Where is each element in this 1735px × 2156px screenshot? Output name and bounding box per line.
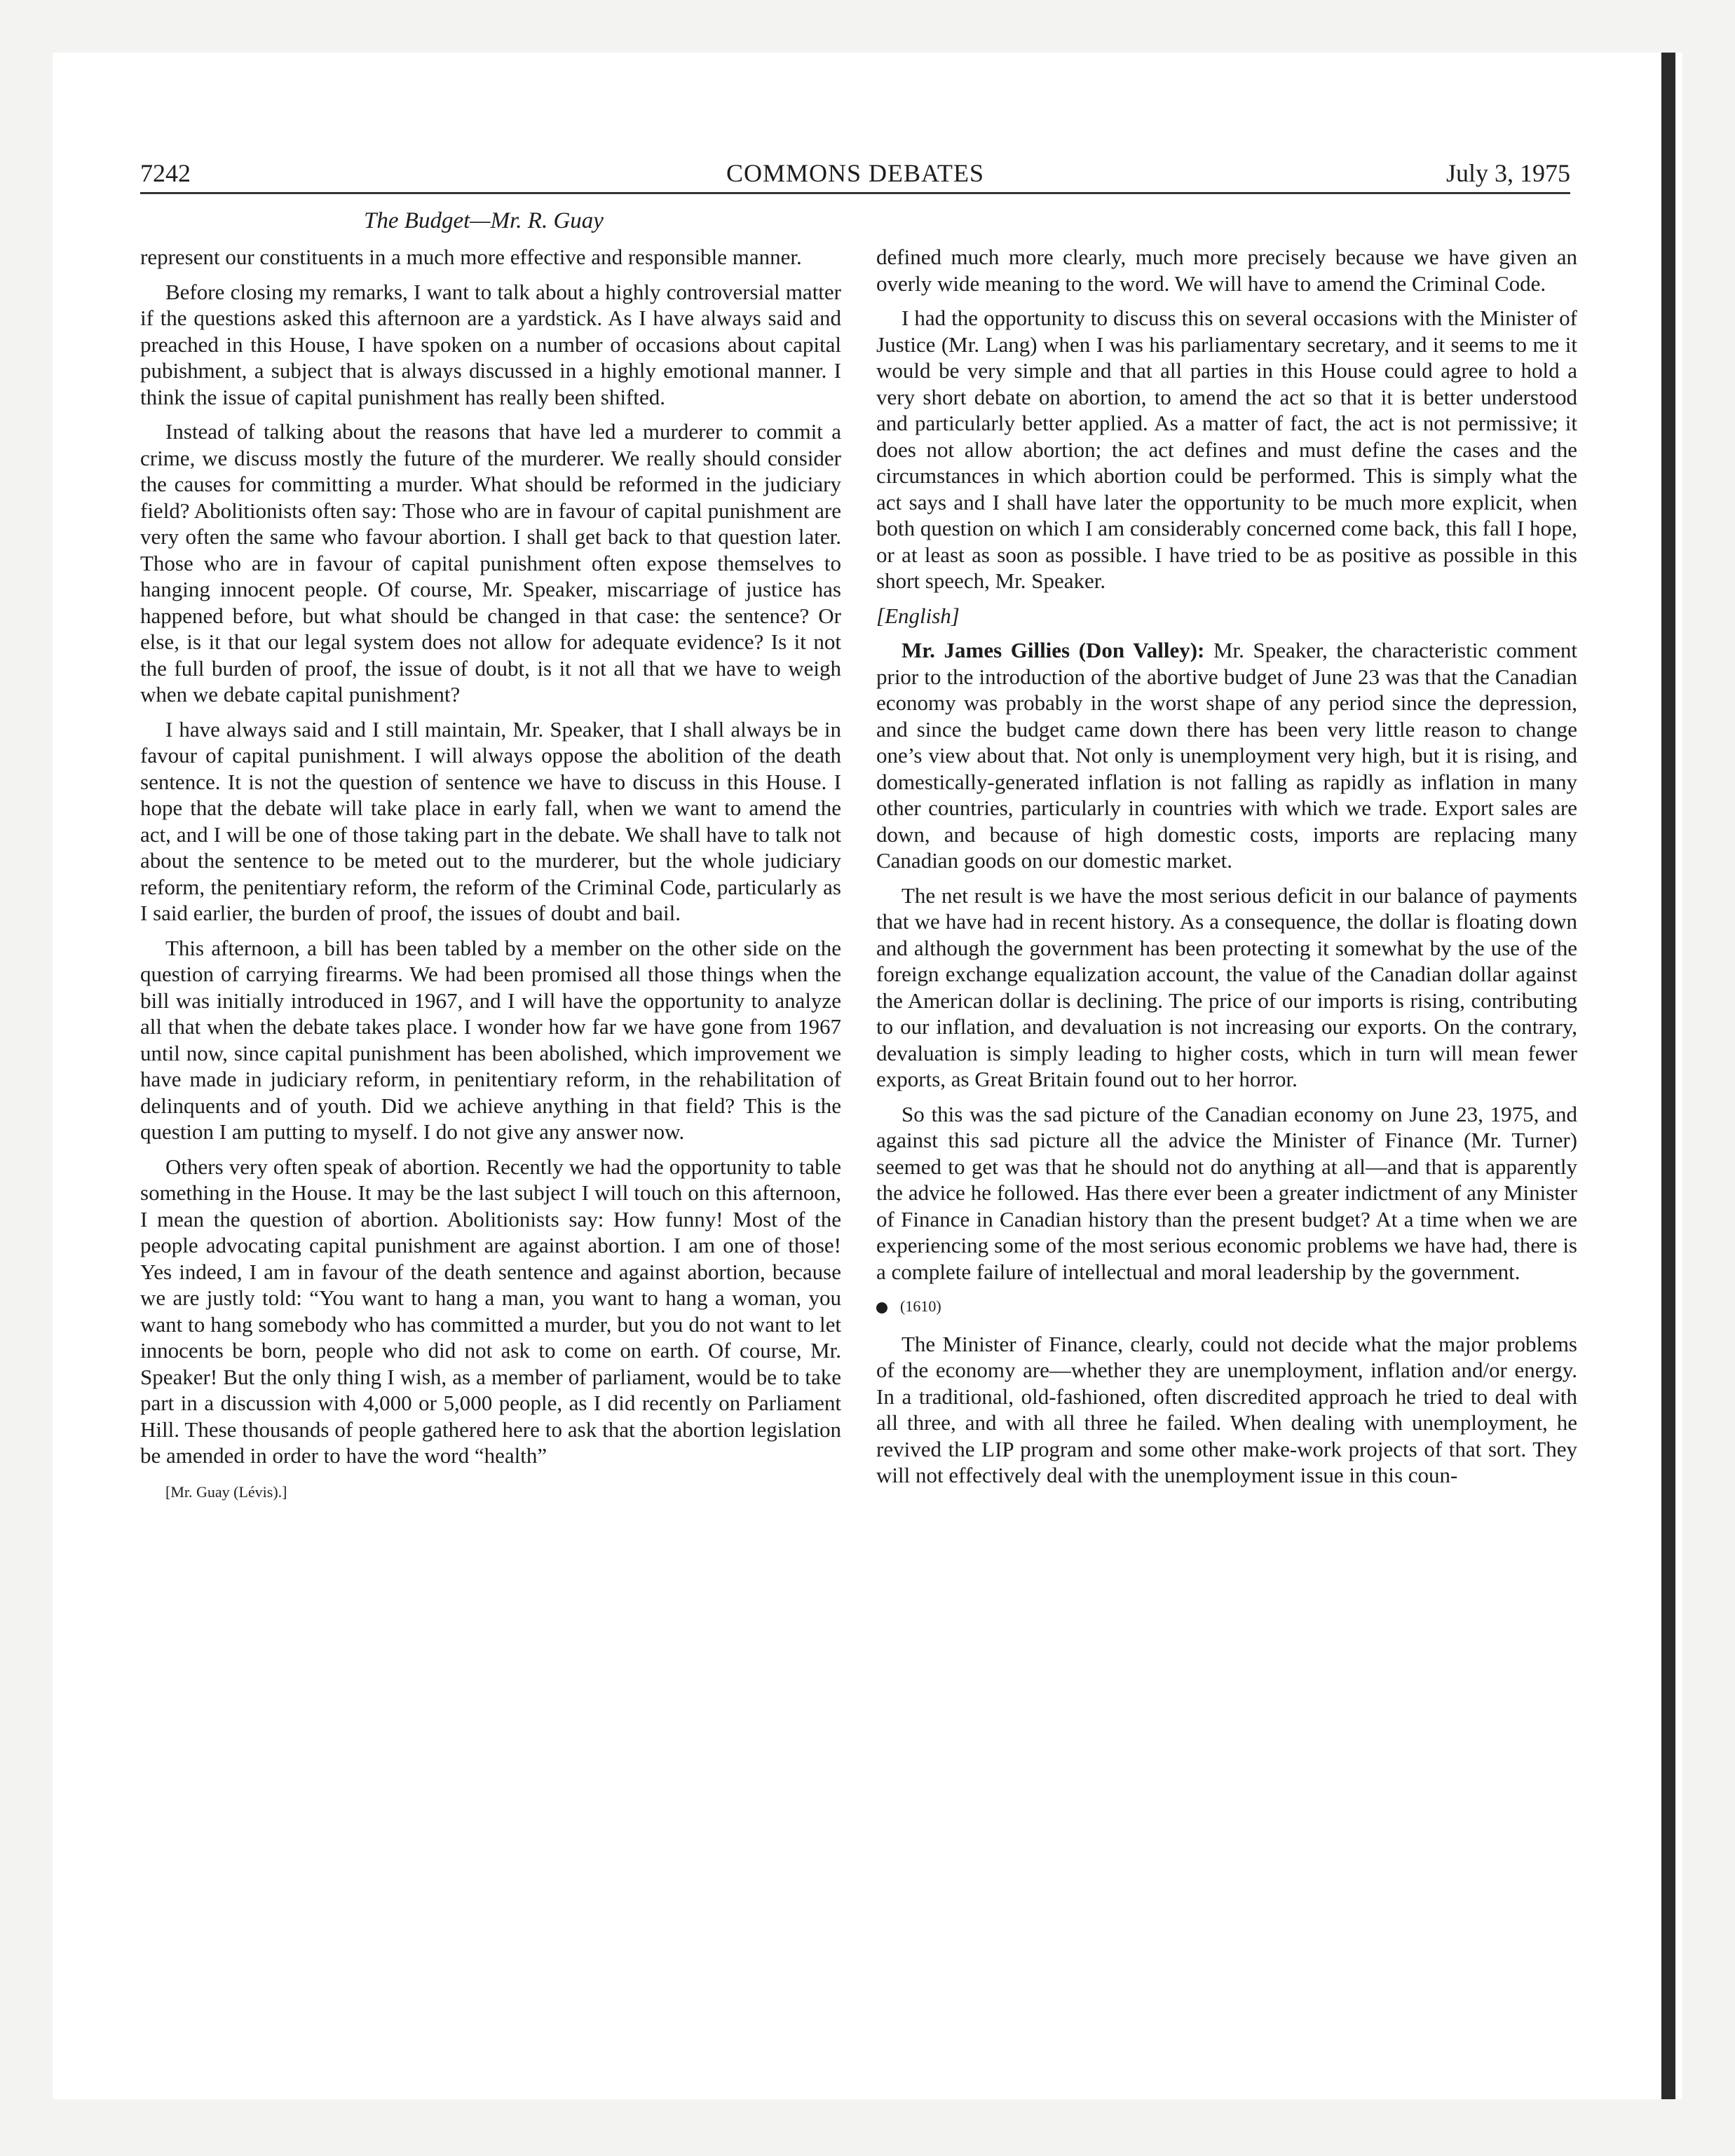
paragraph: Instead of talking about the reasons that have led a murderer to commit a crime, we discuss mostly the future of the murderer. We really should consider the causes for committing a murder. What should be reformed in the judiciary field? Abolitionists often say: Those who are in favour of capital punishment are very often the same who favour abortion. I shall get back to that question later. Those who are in favour of capital punishment often expose themselves to hanging innocent people. Of course, Mr. Speaker, miscarriage of justice has happened before, but what should be changed in that case: the sentence? Or else, is it that our legal system does not allow for adequate evidence? Is it not the full burden of proof, the issue of doubt, is it not all that we have to weigh when we debate capital punishment? [140,419,841,707]
paragraph: This afternoon, a bill has been tabled by a member on the other side on the question of carrying firearms. We had been promised all those things when the bill was initially introduced in 1967, and I will have the opportunity to analyze all that when the debate takes place. I wonder how far we have gone from 1967 until now, since capital punishment has been abolished, which improvement we have made in judiciary reform, in penitentiary reform, in the rehabilitation of delinquents and of youth. Did we achieve anything in that field? This is the question I am putting to myself. I do not give any answer now. [140,935,841,1144]
left-column [140,244,841,1505]
speaker-attribution: [Mr. Guay (Lévis).] [165,1482,287,1501]
speaker-paragraph [876,637,1577,874]
paragraph: Others very often speak of abortion. Recently we had the opportunity to table something in the House. It may be the last subject I will touch on this afternoon, I mean the question of abortion. Abolitionists say: How funny! Most of the people advocating capital punishment are against abortion. I am one of those! Yes indeed, I am in favour of the death sentence and against abortion, because we are justly told: “You want to hang a man, you want to hang a woman, you want to hang somebody who has committed a murder, but you do not want to let innocents be born, people who did not ask to come on earth. Of course, Mr. Speaker! But the only thing I wish, as a member of parliament, would be to take part in a discussion with 4,000 or 5,000 people, as I did recently on Parliament Hill. These thousands of people gathered here to ask that the abortion legislation be amended in order to have the word “health” [140,1154,841,1468]
header-date: July 3, 1975 [1445,159,1570,187]
page-header [140,156,1570,194]
paragraph: The Minister of Finance, clearly, could not decide what the major problems of the economy are—whether they are unemployment, inflation and/or energy. In a traditional, old-fashioned, often discredited approach he tried to deal with all three, and with all three he failed. When dealing with unemployment, he revived the LIP program and some other make-work projects of that sort. They will not effectively deal with the unemployment issue in this coun- [876,1331,1577,1487]
page-number: 7242 [140,159,191,187]
paragraph: The net result is we have the most serious deficit in our balance of payments that we have had in recent history. As a consequence, the dollar is floating down and although the government has been protecting it somewhat by the use of the foreign exchange equalization account, the value of the Canadian dollar against the American dollar is declining. The price of our imports is rising, contributing to our inflation, and devaluation is not increasing our exports. On the contrary, devaluation is simply leading to higher costs, which in turn will mean fewer exports, as Great Britain found out to her horror. [876,882,1577,1091]
bullet-icon [876,1302,887,1314]
right-column [876,244,1577,1497]
paragraph: So this was the sad picture of the Canadian economy on June 23, 1975, and against this sad picture all the advice the Minister of Finance (Mr. Turner) seemed to get was that he should not do anything at all—and that is apparently the advice he followed. Has there ever been a greater indictment of any Minister of Finance in Canadian history than the present budget? At a time when we are experiencing some of the most serious economic problems we have had, there is a complete failure of intellectual and moral leadership by the government. [876,1101,1577,1284]
section-subheading: The Budget—Mr. R. Guay [364,208,604,233]
scan-edge-bar [1661,53,1675,2099]
speaker-name: Mr. James Gillies (Don Valley): [901,638,1205,662]
paragraph: I had the opportunity to discuss this on several occasions with the Minister of Justice (Mr. Lang) when I was his parliamentary secretary, and it seems to me it would be very simple and that all parties in this House could agree to hold a very short debate on abortion, to amend the act so that it is better understood and particularly better applied. As a matter of fact, the act is not permissive; it does not allow abortion; the act defines and must define the cases and the circumstances in which abortion could be performed. This is simply what the act says and I shall have later the opportunity to be much more explicit, when both question on which I am considerably concerned come back, this fall I hope, or at least as soon as possible. I have tried to be as positive as possible in this short speech, Mr. Speaker. [876,306,1577,593]
time-stamp: (1610) [900,1297,941,1315]
language-marker: [English] [876,603,960,628]
time-marker [876,1293,1577,1320]
paragraph: Before closing my remarks, I want to talk about a highly controversial matter if the questions asked this afternoon are a yardstick. As I have always said and preached in this House, I have spoken on a number of occasions about capital pubishment, a subject that is always discussed in a highly emotional manner. I think the issue of capital punishment has really been shifted. [140,279,841,409]
running-title: COMMONS DEBATES [726,159,985,187]
paragraph: I have always said and I still maintain, Mr. Speaker, that I shall always be in favour of capital punishment. I will always oppose the abolition of the death sentence. It is not the question of sentence we have to discuss in this House. I hope that the debate will take place in early fall, when we want to amend the act, and I will be one of those taking part in the debate. We shall have to talk not about the sentence to be meted out to the murderer, but the whole judiciary reform, the penitentiary reform, the reform of the Criminal Code, particularly as I said earlier, the burden of proof, the issues of doubt and bail. [140,716,841,925]
speaker-text: Mr. Speaker, the characteristic comment prior to the introduction of the abortive budget of June 23 was that the Canadian economy was probably in the worst shape of any period since the depression, and since the budget came down there has been very little reason to change one’s view about that. Not only is unemployment very high, but it is rising, and domestically-generated inflation is not falling as rapidly as inflation in many other countries, particularly in countries with which we trade. Export sales are down, and because of high domestic costs, imports are replacing many Canadian goods on our domestic market. [876,638,1578,873]
paragraph: defined much more clearly, much more precisely because we have given an overly wide meaning to the word. We will have to amend the Criminal Code. [876,245,1577,296]
paragraph: represent our constituents in a much more effective and responsible manner. [140,245,802,269]
